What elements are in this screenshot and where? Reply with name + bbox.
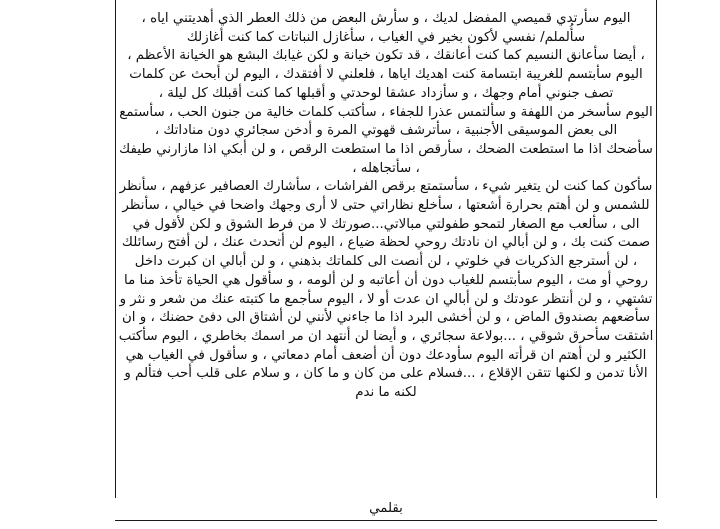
- paragraph-1: اليوم سأرتدي قميصي المفضل لديك ، و سأرش البعض من ذلك العطر الذي أهديتني اياه ، سأُلملم/ نفسي لأكون بخير في الغياب ، سأغازل النباتات كما كنت أغازلك: [141, 11, 631, 45]
- paragraph-2: ، أيضا سأعانق النسيم كما كنت أعانقك ، قد تكون خيانة و لكن غيابك البشع هو الخيانة الأعظم ، اليوم سأبتسم للغريبة ابتسامة كنت اهديك اياها ، فلعلني لا أفتقدك ، اليوم لن أبحث عن كلمات تصف جنوني أمام وجهك ، و سأزداد عشقا لوحدتي و أقبلها كما كنت أقبلك كل ليلة ،: [127, 48, 645, 101]
- paragraph-3: اليوم سأسخر من اللهفة و سألتمس عذرا للجفاء ، سأكتب كلمات خالية من جنون الحب ، سأستمع الى بعض الموسيقى الأجنبية ، سأترشف قهوتي المرة و أدخن سجائري دون مناداتك ،: [119, 104, 653, 139]
- document-body: [118, 10, 654, 403]
- paragraph-4: سأضحك اذا ما استطعت الضحك ، سأرقص اذا ما استطعت الرقص ، و لن أبكي اذا مازارني طيفك ، سأتجاهله ،: [119, 141, 653, 176]
- signature: بقلمي: [369, 501, 403, 516]
- paragraph-5: سأكون كما كنت لن يتغير شيء ، سأستمتع برقص الفراشات ، سأشارك العصافير عزفهم ، سأنظر للشمس و لن أهتم بحرارة أشعتها ، سأخلع نظاراتي حتى لا أرى وجهك واضحا في خيالي ، سأنظر الى ، سألعب مع الصغار لتمحو طفولتي مبالاتي...صورتك لا من فرط الشوق و لكن لأقول في صمت كنت بك ، و لن أبالي ان نادتك روحي لحظة ضياع ، اليوم لن أتحدث عنك ، لن أفتح رسائلك ، لن أسترجع الذكريات في خلوتي ، لن أنصت الى كلماتك بذهني ، و لن أبالي ان كبرت داخل روحي أو مت ، اليوم سأبتسم للغياب دون أن أعاتبه و لن ألومه ، و سأقول هي الحياة تأخذ منا ما تشتهي ، و لن أنتظر عودتك و لن أبالي ان عدت أو لا ، اليوم سأجمع ما كتبته عنك من شعر و نثر و سأضعهم بصندوق الماض ، و لن أخشى البرد اذا ما جاءني لأنني لن أشتاق الى دفئ حضنك ، و ان اشتقت سأحرق شوقي ، ...بولاعة سجائري ، و أيضا لن أنتهد ان مر اسمك بخاطري ، اليوم سأكتب الكثير و لن أهتم ان قرأته اليوم سأودعك دون أن أضعف أمام دمعاتي ، و سأقول في الغياب هي الأنا تدمن و لكنها تتقن الإقلاع ، ...فسلام على من كان و ما كان ، و سلام على قلب أحب فتألم و لكنه ما ندم: [118, 179, 654, 401]
- left-margin-line: [115, 0, 116, 498]
- bottom-rule: [115, 520, 657, 521]
- right-margin-line: [656, 0, 657, 498]
